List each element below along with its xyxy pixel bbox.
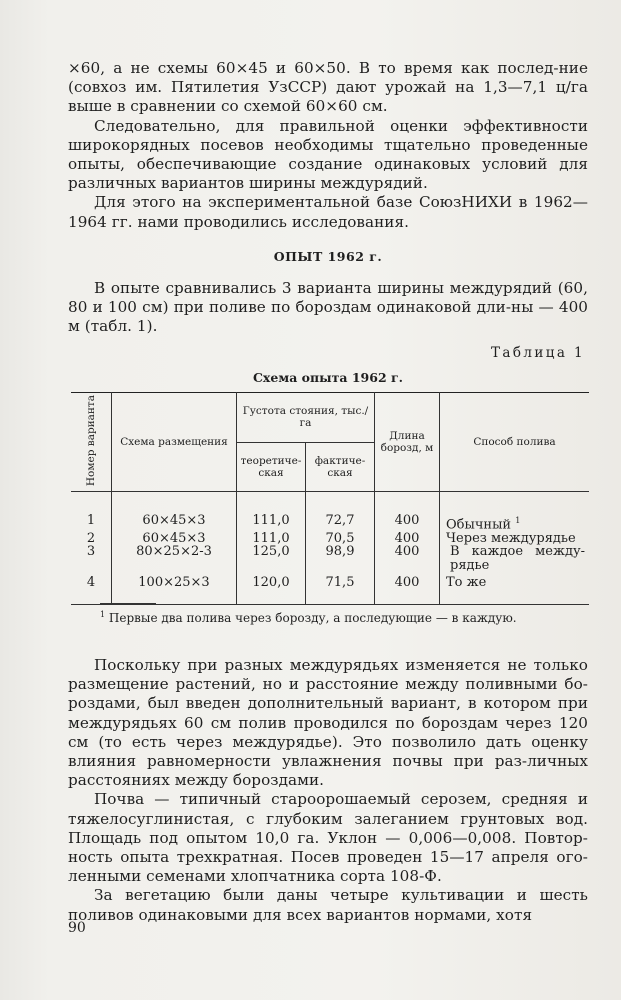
page-number: 90 [68, 920, 86, 936]
table-row [71, 532, 589, 546]
table-title: Схема опыта 1962 г. [252, 370, 404, 385]
paragraph-intro: В опыте сравнивались 3 варианта ширины междурядий (60, 80 и 100 см) при поливе по бороздам одинаковой дли-ны — 400 м (табл. 1). [68, 279, 588, 336]
cell-num: 1 [71, 492, 112, 532]
table-row [71, 572, 589, 604]
header-length: Длина борозд, м [375, 393, 440, 492]
paragraph-vegetation: За вегетацию были даны четыре культивации и шесть поливов одинаковыми для всех вариантов нормами, хотя [68, 886, 588, 924]
section-heading: ОПЫТ 1962 г. [273, 249, 383, 264]
table-row [71, 492, 589, 532]
intro-block [68, 279, 588, 337]
cell-actual: 71,5 [306, 572, 375, 604]
bottom-text-block [68, 656, 588, 925]
cell-theoretical: 111,0 [237, 532, 306, 546]
paragraph-continued: ×60, а не схемы 60×45 и 60×50. В то время как послед-ние (совхоз им. Пятилетия УзССР) дают урожай на 1,3—7,1 ц/га выше в сравнении со схемой 60×60 см. [68, 59, 588, 116]
cell-num: 2 [71, 532, 112, 546]
cell-method: То же [440, 572, 590, 604]
cell-method: Обычный $^1$ [440, 492, 590, 532]
header-density: Густота стояния, тыс./га [237, 393, 375, 443]
header-scheme: Схема размещения [112, 393, 237, 492]
cell-length: 400 [375, 532, 440, 546]
footnote-rule [100, 603, 156, 604]
footnote-mark: 1 [100, 610, 106, 619]
footnote-text: Первые два полива через борозду, а последующие — в каждую. [108, 611, 517, 625]
paragraph-conclusion: Следовательно, для правильной оценки эффективности широкорядных посевов необходимы тщательно проведенные опыты, обеспечивающие создание одинаковых условий для различных вариантов ширины междурядий. [68, 116, 588, 193]
footnote-ref: 1 [515, 516, 521, 526]
cell-theoretical: 120,0 [237, 572, 306, 604]
cell-scheme: 80×25×2-3 [112, 545, 237, 572]
paragraph-research-base: Для этого на экспериментальной базе СоюзНИХИ в 1962—1964 гг. нами проводились исследования. [68, 193, 588, 231]
cell-actual: 72,7 [306, 492, 375, 532]
header-actual: фактиче-ская [306, 442, 375, 492]
top-text-block [68, 59, 588, 232]
cell-actual: 98,9 [306, 545, 375, 572]
cell-theoretical: 111,0 [237, 492, 306, 532]
table-label: Таблица 1 [491, 345, 585, 361]
cell-scheme: 100×25×3 [112, 572, 237, 604]
cell-method: Через междурядье [440, 532, 590, 546]
cell-scheme: 60×45×3 [112, 532, 237, 546]
cell-length: 400 [375, 572, 440, 604]
paragraph-additional-variant: Поскольку при разных междурядьях изменяется не только размещение растений, но и расстояние между поливными бо-роздами, был введен дополнительный вариант, в котором при междурядьях 60 см полив проводился по бороздам через 120 см (то есть через междурядье). Это позволило дать оценку влияния равномерности увлажнения почвы при раз-личных расстояниях между бороздами. [68, 656, 588, 790]
cell-theoretical: 125,0 [237, 545, 306, 572]
header-theoretical: теоретиче-ская [237, 442, 306, 492]
cell-num: 4 [71, 572, 112, 604]
cell-scheme: 60×45×3 [112, 492, 237, 532]
paragraph-soil: Почва — типичный староорошаемый серозем, средняя и тяжелосуглинистая, с глубоким залеганием грунтовых вод. Площадь под опытом 10,0 га. Уклон — 0,006—0,008. Повтор-ность опыта трехкратная. Посев проведен 15—17 апреля ого-ленными семенами хлопчатника сорта 108-Ф. [68, 790, 588, 886]
cell-num: 3 [71, 545, 112, 572]
experiment-table [71, 392, 589, 605]
cell-length: 400 [375, 545, 440, 572]
header-variant: Номер варианта [71, 393, 112, 492]
cell-length: 400 [375, 492, 440, 532]
cell-actual: 70,5 [306, 532, 375, 546]
footnote [100, 610, 517, 625]
cell-method: В каждое между-рядье [440, 545, 590, 572]
header-method: Способ полива [440, 393, 590, 492]
table-row [71, 545, 589, 572]
